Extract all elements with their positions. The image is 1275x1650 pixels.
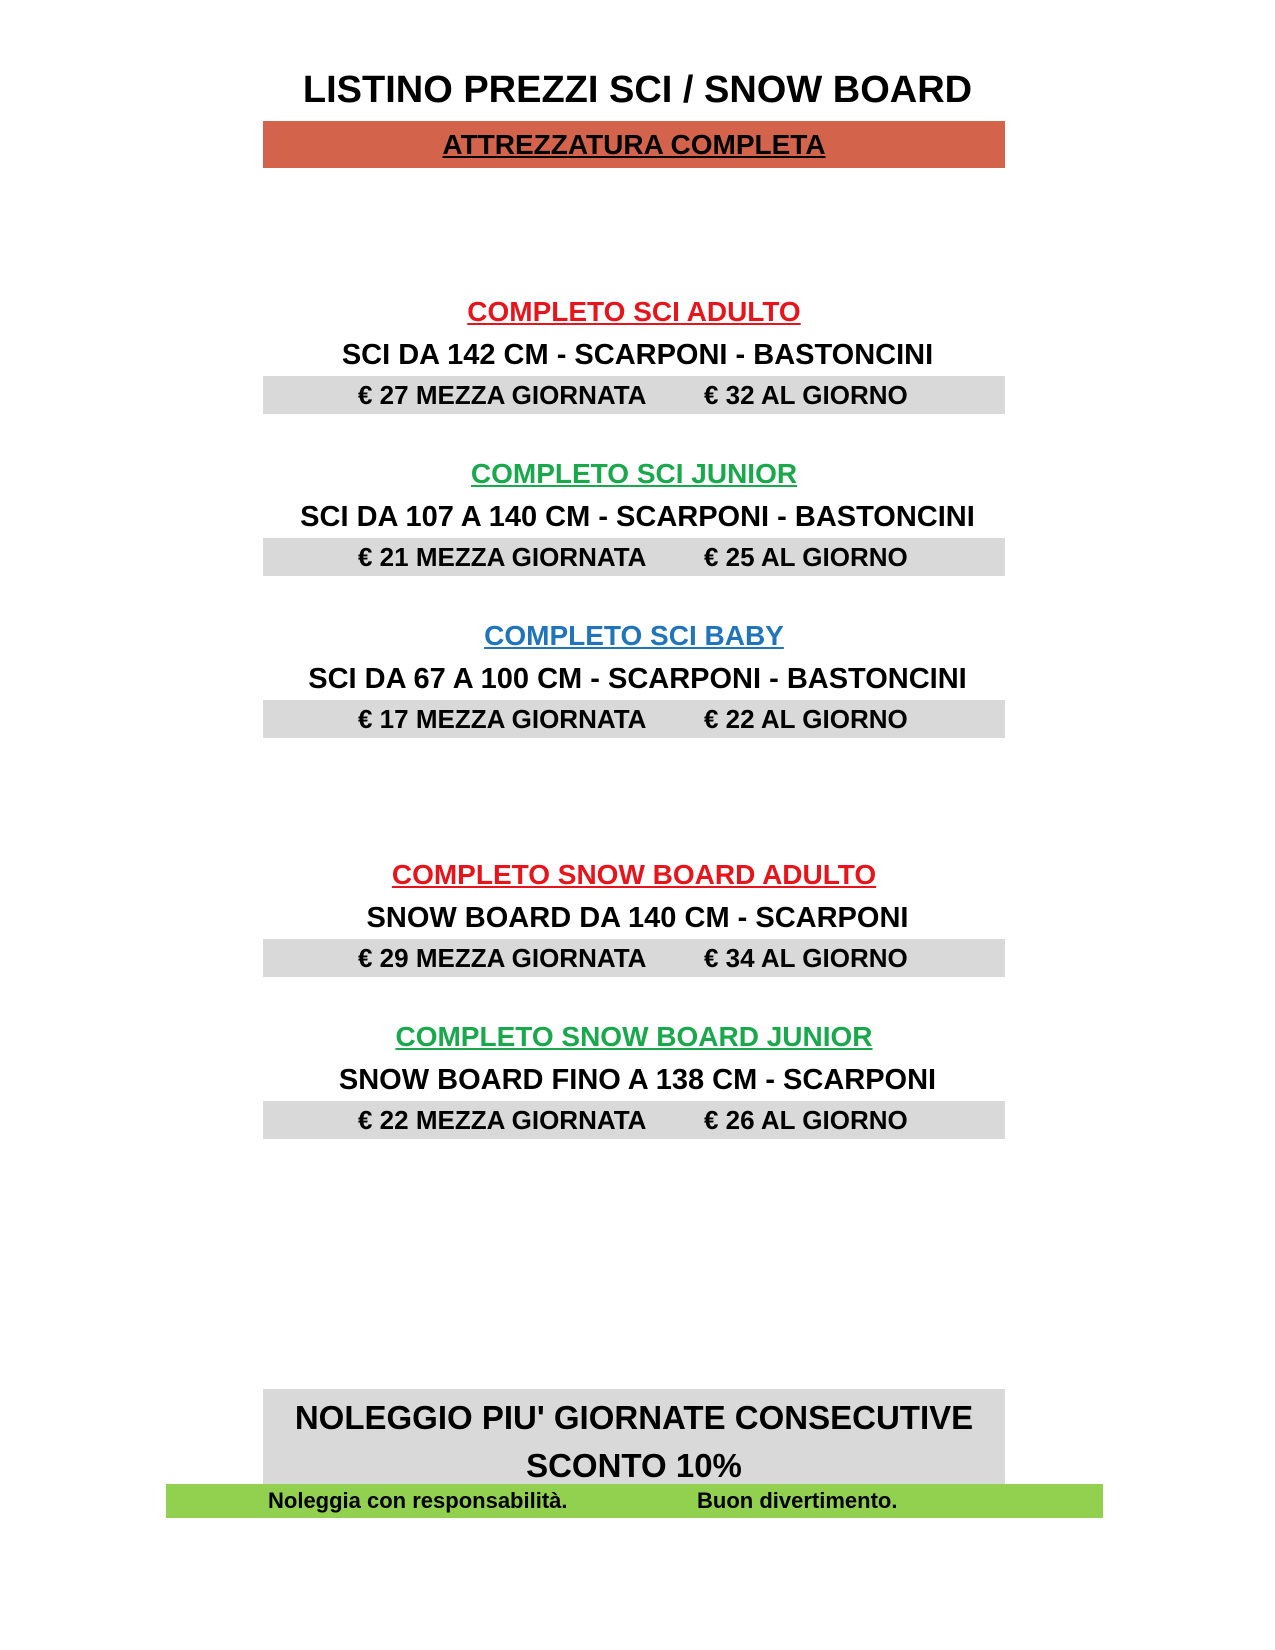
discount-line-1: NOLEGGIO PIU' GIORNATE CONSECUTIVE: [294, 1399, 974, 1436]
footer-right-text: Buon divertimento.: [697, 1488, 898, 1513]
subtitle: ATTREZZATURA COMPLETA: [442, 129, 826, 160]
price-half-day: € 29 MEZZA GIORNATA: [358, 943, 647, 973]
section-description: SCI DA 67 A 100 CM - SCARPONI - BASTONCINI: [308, 663, 967, 695]
discount-line-2: SCONTO 10%: [526, 1447, 742, 1484]
section-description: SCI DA 142 CM - SCARPONI - BASTONCINI: [341, 339, 934, 371]
page-title: LISTINO PREZZI SCI / SNOW BOARD: [302, 69, 973, 111]
section-title: COMPLETO SCI ADULTO: [467, 296, 801, 327]
price-half-day: € 17 MEZZA GIORNATA: [358, 704, 647, 734]
section-description: SNOW BOARD DA 140 CM - SCARPONI: [366, 902, 909, 934]
section-title: COMPLETO SNOW BOARD ADULTO: [391, 859, 877, 890]
price-half-day: € 22 MEZZA GIORNATA: [358, 1105, 647, 1135]
price-half-day: € 21 MEZZA GIORNATA: [358, 542, 647, 572]
price-full-day: € 26 AL GIORNO: [704, 1105, 908, 1135]
footer-left-text: Noleggia con responsabilità.: [268, 1488, 568, 1513]
section-title: COMPLETO SCI BABY: [484, 620, 784, 651]
price-full-day: € 25 AL GIORNO: [704, 542, 908, 572]
section-description: SNOW BOARD FINO A 138 CM - SCARPONI: [338, 1064, 937, 1096]
price-full-day: € 34 AL GIORNO: [704, 943, 908, 973]
price-half-day: € 27 MEZZA GIORNATA: [358, 380, 647, 410]
section-title: COMPLETO SCI JUNIOR: [470, 458, 798, 489]
price-full-day: € 22 AL GIORNO: [704, 704, 908, 734]
section-description: SCI DA 107 A 140 CM - SCARPONI - BASTONCINI: [300, 501, 975, 533]
price-full-day: € 32 AL GIORNO: [704, 380, 908, 410]
section-title: COMPLETO SNOW BOARD JUNIOR: [395, 1021, 873, 1052]
